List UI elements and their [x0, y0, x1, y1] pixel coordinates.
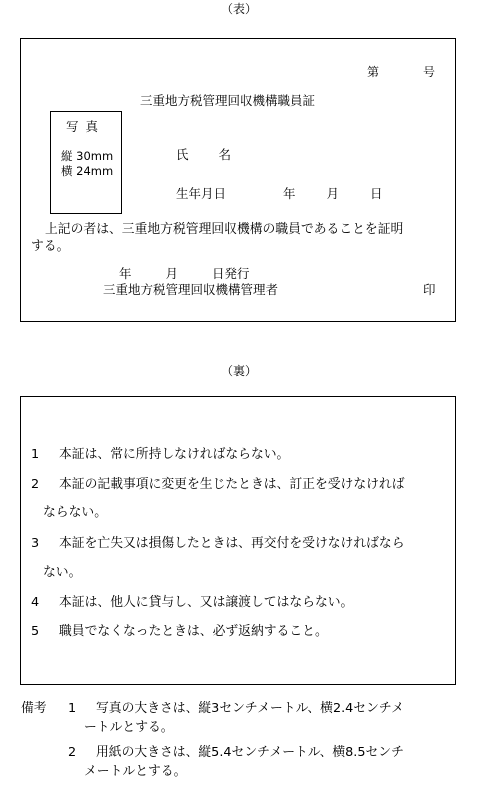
front-side-label: （表）: [220, 2, 257, 16]
rule-item-5: 5 職員でなくなったときは、必ず返納すること。: [31, 624, 328, 639]
notes-label: 備考: [21, 701, 47, 716]
note-2-line2: メートルとする。: [84, 764, 187, 779]
issue-year: 年: [119, 266, 132, 281]
card-number-line: [367, 66, 435, 78]
id-card-front: [20, 38, 456, 322]
issue-date-line: [119, 268, 250, 281]
rule-item-4: 4 本証は、他人に貸与し、又は譲渡してはならない。: [31, 595, 354, 610]
date-of-birth-line: [176, 188, 383, 201]
id-card-back: [20, 396, 456, 685]
name-label: 氏名: [176, 147, 262, 162]
dob-day: 日: [370, 186, 383, 201]
certification-text-line2: する。: [31, 239, 70, 254]
number-prefix: 第: [367, 65, 380, 79]
certification-text-line1: 上記の者は、三重地方税管理回収機構の職員であることを証明: [45, 222, 404, 237]
back-side-label: （裏）: [220, 364, 257, 378]
rule-item-2: 2 本証の記載事項に変更を生じたときは、訂正を受けなければ: [31, 477, 405, 492]
rule-item-1: 1 本証は、常に所持しなければならない。: [31, 447, 290, 462]
seal-mark: 印: [423, 282, 436, 297]
note-1-line1: 写真の大きさは、縦3センチメートル、横2.4センチメ: [96, 701, 404, 716]
dob-month: 月: [326, 186, 340, 201]
note-2-line1: 用紙の大きさは、縦5.4センチメートル、横8.5センチ: [96, 745, 404, 760]
dob-label: 生年月日: [176, 186, 227, 201]
note-1-number: 1: [68, 701, 77, 716]
photo-label: 写真: [66, 119, 106, 134]
number-suffix: 号: [423, 65, 436, 79]
rule-item-2-continued: ならない。: [43, 505, 107, 520]
note-2-number: 2: [68, 745, 77, 760]
photo-height: 縦 30mm: [61, 149, 114, 163]
rule-item-3: 3 本証を亡失又は損傷したときは、再交付を受けなければなら: [31, 536, 405, 551]
photo-width: 横 24mm: [61, 164, 114, 178]
rule-item-3-continued: ない。: [43, 565, 82, 580]
photo-box: [50, 111, 122, 214]
issue-month: 月: [165, 266, 179, 281]
dob-year: 年: [283, 186, 296, 201]
card-title: 三重地方税管理回収機構職員証: [140, 93, 316, 108]
issuer-name: 三重地方税管理回収機構管理者: [103, 282, 279, 297]
issue-day: 日発行: [212, 266, 250, 281]
note-1-line2: ートルとする。: [84, 720, 174, 735]
